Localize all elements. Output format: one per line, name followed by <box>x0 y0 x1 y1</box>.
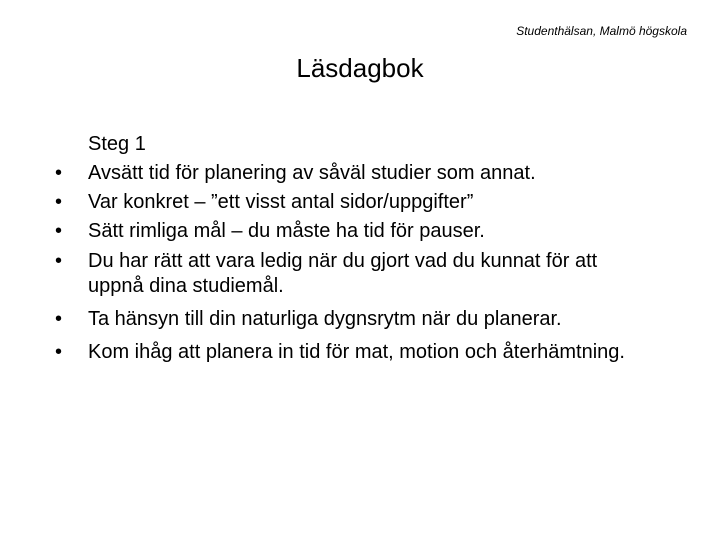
bullet-text: Ta hänsyn till din naturliga dygnsrytm när du planerar. <box>88 308 562 330</box>
bullet-text: Kom ihåg att planera in tid för mat, motion och återhämtning. <box>88 341 625 363</box>
bullet-list <box>55 159 655 365</box>
bullet-icon: • <box>55 220 63 242</box>
bullet-text: Avsätt tid för planering av såväl studier som annat. <box>88 162 536 184</box>
bullet-icon: • <box>55 341 63 363</box>
bullet-text: Du har rätt att vara ledig när du gjort vad du kunnat för att uppnå dina studiemål. <box>88 250 598 297</box>
bullet-icon: • <box>55 308 63 330</box>
step-heading: Steg 1 <box>88 133 146 155</box>
list-item <box>55 246 655 299</box>
bullet-icon: • <box>55 162 63 184</box>
slide-content <box>55 130 655 365</box>
bullet-text: Sätt rimliga mål – du måste ha tid för pauser. <box>88 220 485 242</box>
bullet-icon: • <box>55 250 63 272</box>
list-item <box>55 299 655 332</box>
list-item <box>55 159 655 188</box>
list-item <box>55 217 655 246</box>
slide-title: Läsdagbok <box>296 53 424 83</box>
bullet-text: Var konkret – ”ett visst antal sidor/uppgifter” <box>88 191 474 213</box>
list-item <box>55 332 655 365</box>
source-note: Studenthälsan, Malmö högskola <box>516 24 687 38</box>
bullet-icon: • <box>55 191 63 213</box>
list-item <box>55 188 655 217</box>
